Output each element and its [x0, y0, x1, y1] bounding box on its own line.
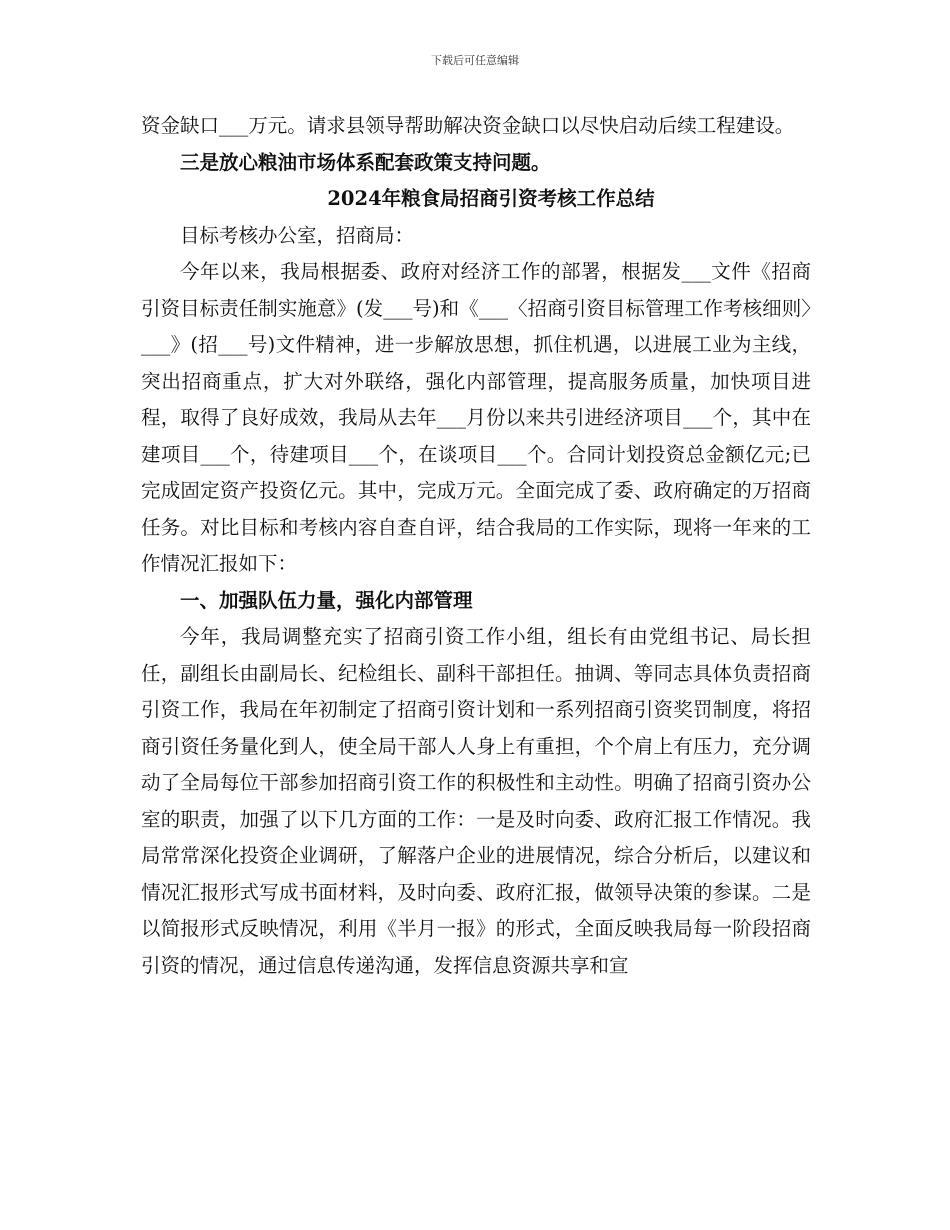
- document-body: [141, 108, 811, 984]
- document-title: 2024年粮食局招商引资考核工作总结: [327, 187, 655, 210]
- section-heading: 一、加强队伍力量，强化内部管理: [180, 588, 473, 612]
- paragraph-intro: 今年以来，我局根据委、政府对经济工作的部署，根据发___文件《招商引资目标责任制实施意》(发___号)和《___〈招商引资目标管理工作考核细则〉___》(招___号)文件精神，进一步解放思想，抓住机遇，以进展工业为主线，突出招商重点，扩大对外联络，强化内部管理，提高服务质量，加快项目进程，取得了良好成效，我局从去年___月份以来共引进经济项目___个，其中在建项目___个，待建项目___个，在谈项目___个。合同计划投资总金额亿元;已完成固定资产投资亿元。其中，完成万元。全面完成了委、政府确定的万招商任务。对比目标和考核内容自查自评，结合我局的工作实际，现将一年来的工作情况汇报如下：: [141, 260, 811, 575]
- paragraph-bold-point: 三是放心粮油市场体系配套政策支持问题。: [180, 150, 551, 174]
- page-header: 下载后可任意编辑: [431, 54, 519, 67]
- paragraph-continuation: 资金缺口___万元。请求县领导帮助解决资金缺口以尽快启动后续工程建设。: [141, 114, 795, 137]
- paragraph-section-body: 今年，我局调整充实了招商引资工作小组，组长有由党组书记、局长担任，副组长由副局长、纪检组长、副科干部担任。抽调、等同志具体负责招商引资工作，我局在年初制定了招商引资计划和一系列招商引资奖罚制度，将招商引资任务量化到人，使全局干部人人身上有重担，个个肩上有压力，充分调动了全局每位干部参加招商引资工作的积极性和主动性。明确了招商引资办公室的职责，加强了以下几方面的工作：一是及时向委、政府汇报工作情况。我局常常深化投资企业调研，了解落户企业的进展情况，综合分析后，以建议和情况汇报形式写成书面材料，及时向委、政府汇报，做领导决策的参谋。二是以简报形式反映情况，利用《半月一报》的形式，全面反映我局每一阶段招商引资的情况，通过信息传递沟通，发挥信息资源共享和宣: [141, 625, 811, 977]
- paragraph-addressee: 目标考核办公室，招商局：: [180, 223, 415, 247]
